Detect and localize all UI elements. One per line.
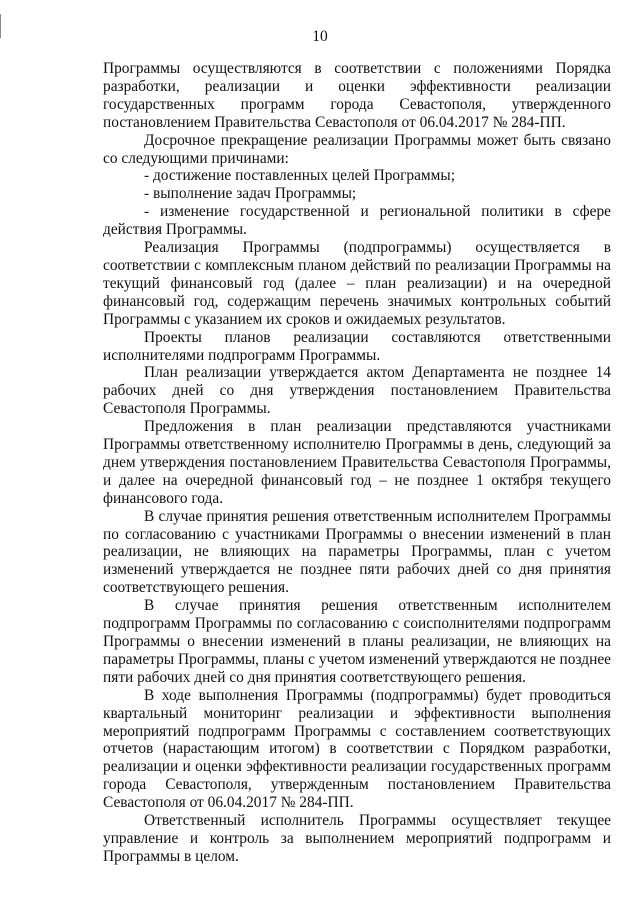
paragraph-proposals: Предложения в план реализации представляются участниками Программы ответственному исполнителю Программы в день, следующий за днем утверждения постановлением Правительства Севастополя Программы, и далее на очередной финансовый год – не позднее 1 октября текущего финансового года. — [103, 418, 611, 507]
page-number: 10 — [312, 28, 328, 45]
document-body — [103, 60, 611, 866]
paragraph-responsible-executor: Ответственный исполнитель Программы осуществляет текущее управление и контроль за выполнением мероприятий подпрограмм и Программы в целом. — [103, 812, 611, 865]
paragraph-early-termination: Досрочное прекращение реализации Программы может быть связано со следующими причинами: — [103, 131, 611, 167]
paragraph-continuation: Программы осуществляются в соответствии с положениями Порядка разработки, реализации и оценки эффективности реализации государственных программ города Севастополя, утвержденного постановлением Правительства Севастополя от 06.04.2017 № 284-ПП. — [103, 60, 611, 131]
paragraph-plan-approval: План реализации утверждается актом Департамента не позднее 14 рабочих дней со дня утверждения постановлением Правительства Севастополя Программы. — [103, 364, 611, 418]
paragraph-subprogram-plan-changes: В случае принятия решения ответственным исполнителем подпрограмм Программы по согласованию с соисполнителями подпрограмм Программы о внесении изменений в планы реализации, не влияющих на параметры Программы, планы с учетом изменений утверждаются не позднее пяти рабочих дней со дня принятия соответствующего решения. — [103, 597, 611, 686]
paragraph-implementation-plan: Реализация Программы (подпрограммы) осуществляется в соответствии с комплексным планом действий по реализации Программы на текущий финансовый год (далее – план реализации) и на очередной финансовый год, содержащим перечень значимых контрольных событий Программы с указанием их сроков и ожидаемых результатов. — [103, 239, 611, 328]
list-item-goals: - достижение поставленных целей Программы; — [144, 167, 456, 185]
paragraph-plan-drafts: Проекты планов реализации составляются ответственными исполнителями подпрограмм Программы. — [103, 328, 611, 364]
list-item-tasks: - выполнение задач Программы; — [144, 185, 357, 203]
list-item-policy-change: - изменение государственной и региональной политики в сфере действия Программы. — [103, 203, 611, 239]
paragraph-monitoring: В ходе выполнения Программы (подпрограммы) будет проводиться квартальный мониторинг реализации и эффективности выполнения мероприятий подпрограмм Программы с составлением соответствующих отчетов (нарастающим итогом) в соответствии с Порядком разработки, реализации и оценки эффективности реализации государственных программ города Севастополя, утвержденным постановлением Правительства Севастополя от 06.04.2017 № 284-ПП. — [103, 686, 611, 812]
paragraph-plan-changes: В случае принятия решения ответственным исполнителем Программы по согласованию с участниками Программы о внесении изменений в план реализации, не влияющих на параметры Программы, план с учетом изменений утверждается не позднее пяти рабочих дней со дня принятия соответствующего решения. — [103, 507, 611, 597]
